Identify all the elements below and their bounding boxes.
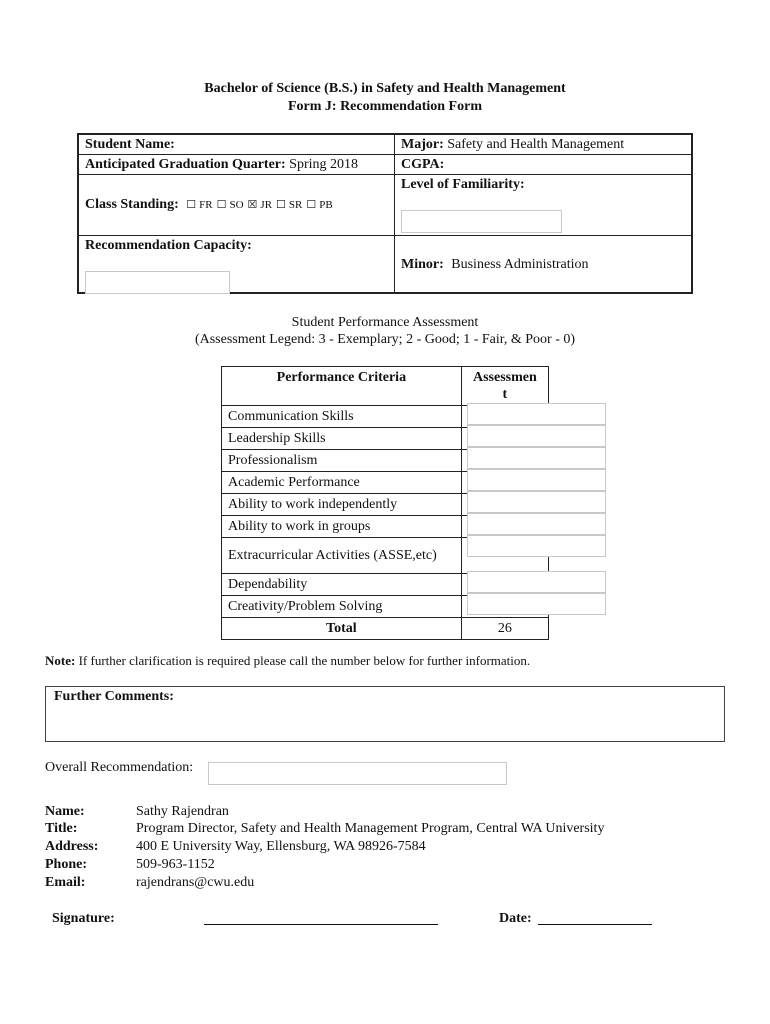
criteria-row: Ability to work independently	[222, 494, 462, 516]
form-subtitle: Form J: Recommendation Form	[287, 99, 482, 114]
phone-label: Phone:	[45, 857, 87, 872]
overall-recommendation-input[interactable]	[208, 762, 507, 785]
capacity-input[interactable]	[85, 271, 230, 294]
assessment-title: Student Performance Assessment	[291, 315, 479, 330]
signature-line[interactable]	[204, 924, 438, 925]
familiarity-label: Level of Familiarity:	[401, 177, 525, 192]
class-standing-label: Class Standing:	[85, 197, 179, 212]
minor-cell	[395, 236, 693, 294]
class-standing-checkbox[interactable]: ☐	[186, 199, 197, 211]
class-standing-checkbox[interactable]: ☒	[247, 199, 258, 211]
assessment-legend: (Assessment Legend: 3 - Exemplary; 2 - Good; 1 - Fair, & Poor - 0)	[194, 332, 576, 347]
score-input-communication[interactable]	[467, 403, 606, 425]
grad-quarter-cell	[78, 155, 395, 175]
grad-quarter-value: Spring 2018	[289, 157, 358, 172]
score-input-extracurricular[interactable]	[467, 535, 606, 557]
student-name-cell	[78, 134, 395, 155]
email-label: Email:	[45, 875, 86, 890]
score-input-leadership[interactable]	[467, 425, 606, 447]
class-standing-checkbox[interactable]: ☐	[216, 199, 227, 211]
criteria-row: Ability to work in groups	[222, 516, 462, 538]
minor-value: Business Administration	[451, 256, 589, 272]
criteria-row: Academic Performance	[222, 472, 462, 494]
note	[45, 653, 530, 669]
class-standing-cell	[78, 175, 395, 236]
criteria-row: Dependability	[222, 574, 462, 596]
overall-recommendation-label: Overall Recommendation:	[45, 760, 194, 775]
name-label: Name:	[45, 804, 85, 819]
title-label: Title:	[45, 821, 78, 836]
score-input-academic[interactable]	[467, 469, 606, 491]
total-value: 26	[461, 618, 548, 640]
form-title: Bachelor of Science (B.S.) in Safety and Health Management	[204, 81, 566, 96]
major-value: Safety and Health Management	[447, 137, 625, 152]
class-standing-option-label: JR	[260, 199, 273, 211]
assessment-header	[461, 367, 548, 406]
familiarity-input[interactable]	[401, 210, 562, 233]
cgpa-cell	[395, 155, 693, 175]
phone-value: 509-963-1152	[136, 857, 215, 872]
class-standing-option-label: PB	[319, 199, 333, 211]
score-input-creativity[interactable]	[467, 593, 606, 615]
address-label: Address:	[45, 839, 99, 854]
criteria-row: Professionalism	[222, 450, 462, 472]
class-standing-option-label: SR	[288, 199, 303, 211]
signature-label: Signature:	[52, 911, 115, 926]
address-value: 400 E University Way, Ellensburg, WA 98926-7584	[136, 839, 426, 854]
further-comments-box[interactable]	[45, 686, 725, 742]
further-comments-label: Further Comments:	[54, 689, 174, 704]
student-name-label: Student Name:	[85, 137, 175, 152]
class-standing-options	[182, 199, 332, 211]
note-label: Note:	[45, 653, 76, 668]
assessment-header-line1: Assessmen	[472, 370, 537, 385]
score-input-professionalism[interactable]	[467, 447, 606, 469]
class-standing-checkbox[interactable]: ☐	[306, 199, 317, 211]
criteria-row: Communication Skills	[222, 406, 462, 428]
student-info-table	[77, 133, 693, 294]
major-label: Major:	[401, 137, 444, 152]
title-value: Program Director, Safety and Health Management Program, Central WA University	[136, 821, 605, 836]
class-standing-checkbox[interactable]: ☐	[276, 199, 286, 211]
criteria-row: Creativity/Problem Solving	[222, 596, 462, 618]
total-label: Total	[222, 618, 462, 640]
score-input-groups[interactable]	[467, 513, 606, 535]
name-value: Sathy Rajendran	[136, 804, 229, 819]
grad-quarter-label: Anticipated Graduation Quarter:	[85, 157, 286, 172]
assessment-header-line2: t	[502, 387, 508, 402]
class-standing-option-label: SO	[229, 199, 244, 211]
major-cell	[395, 134, 693, 155]
date-line[interactable]	[538, 924, 652, 925]
class-standing-option-label: FR	[199, 199, 213, 211]
date-label: Date:	[499, 911, 532, 926]
email-value: rajendrans@cwu.edu	[136, 875, 255, 890]
capacity-label: Recommendation Capacity:	[85, 238, 252, 253]
note-text: If further clarification is required please call the number below for further information.	[78, 653, 531, 668]
score-input-dependability[interactable]	[467, 571, 606, 593]
cgpa-label: CGPA:	[401, 157, 445, 172]
criteria-row: Extracurricular Activities (ASSE,etc)	[222, 538, 462, 574]
criteria-row: Leadership Skills	[222, 428, 462, 450]
criteria-header: Performance Criteria	[222, 367, 462, 406]
minor-label: Minor:	[401, 256, 444, 272]
score-input-independent[interactable]	[467, 491, 606, 513]
